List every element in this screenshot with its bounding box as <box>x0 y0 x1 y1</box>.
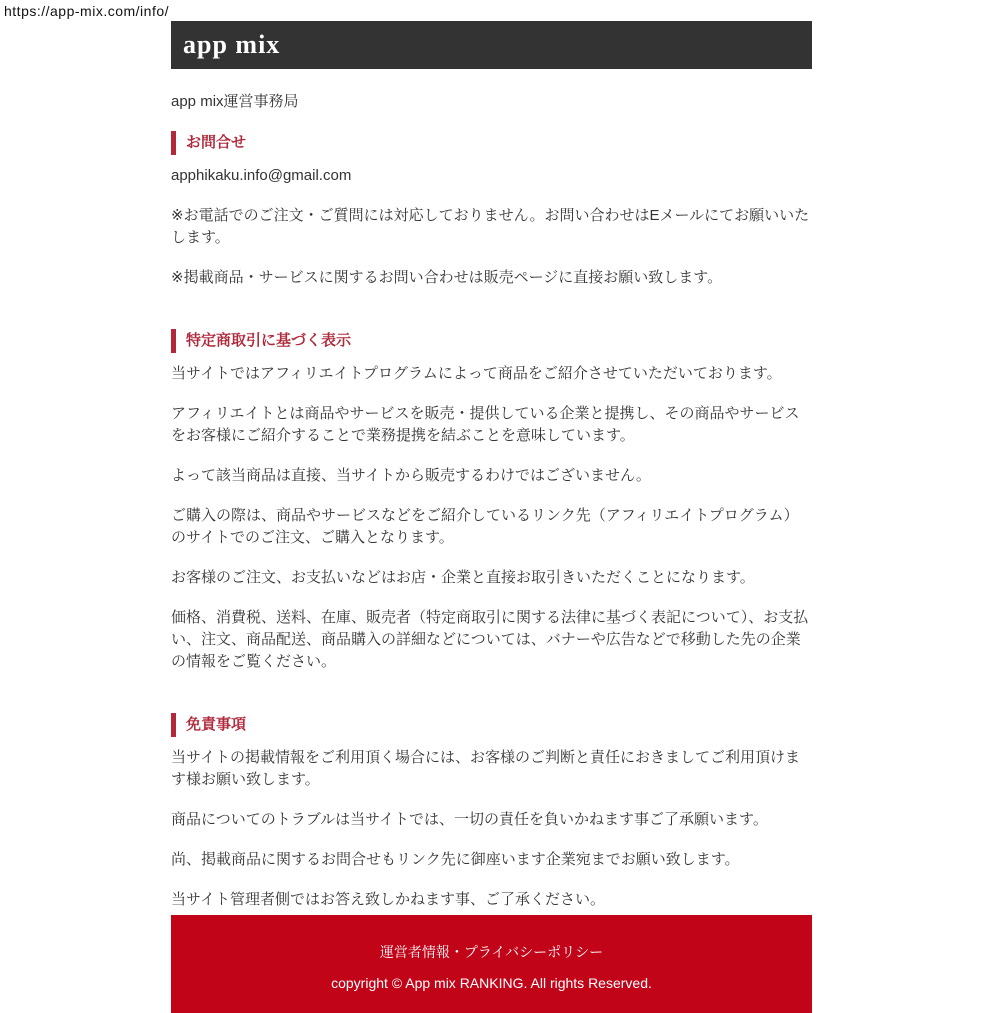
section-heading-label: お問合せ <box>186 134 247 151</box>
footer-copyright: copyright © App mix RANKING. All rights Reserved. <box>331 975 652 991</box>
page-footer <box>171 915 812 1013</box>
commerce-paragraph: ご購入の際は、商品やサービスなどをご紹介しているリンク先（アフィリエイトプログラム）のサイトでのご注文、ご購入となります。 <box>171 507 799 546</box>
heading-accent-bar <box>171 713 176 737</box>
heading-accent-bar <box>171 131 176 155</box>
commerce-paragraph: アフィリエイトとは商品やサービスを販売・提供している企業と提携し、その商品やサービスをお客様にご紹介することで業務提携を結ぶことを意味しています。 <box>171 405 800 444</box>
content-column <box>171 0 812 911</box>
commerce-paragraph: 当サイトではアフィリエイトプログラムによって商品をご紹介させていただいております。 <box>171 365 782 382</box>
disclaimer-paragraph: 商品についてのトラブルは当サイトでは、一切の責任を負いかねます事ご了承願います。 <box>171 811 768 828</box>
contact-email: apphikaku.info@gmail.com <box>171 167 352 184</box>
disclaimer-paragraph: 尚、掲載商品に関するお問合せもリンク先に御座います企業宛までお願い致します。 <box>171 851 740 868</box>
commerce-paragraph: お客様のご注文、お支払いなどはお店・企業と直接お取引きいただくことになります。 <box>171 569 755 586</box>
footer-privacy-link[interactable]: 運営者情報・プライバシーポリシー <box>379 944 604 960</box>
disclaimer-paragraph: 当サイトの掲載情報をご利用頂く場合には、お客様のご判断と責任におきましてご利用頂けます様お願い致します。 <box>171 749 800 788</box>
section-heading-commerce-law <box>171 329 812 353</box>
section-heading-label: 特定商取引に基づく表示 <box>186 332 352 349</box>
commerce-paragraph: 価格、消費税、送料、在庫、販売者（特定商取引に関する法律に基づく表記について）、お支払い、注文、商品配送、商品購入の詳細などについては、バナーや広告などで移動した先の企業の情報をご覧ください。 <box>171 609 809 670</box>
site-title[interactable]: app mix <box>183 30 281 59</box>
disclaimer-paragraph: 当サイト管理者側ではお答え致しかねます事、ご了承ください。 <box>171 891 605 908</box>
site-header <box>171 21 812 69</box>
commerce-paragraph: よって該当商品は直接、当サイトから販売するわけではございません。 <box>171 467 651 484</box>
operator-name: app mix運営事務局 <box>171 93 299 110</box>
contact-note: ※掲載商品・サービスに関するお問い合わせは販売ページに直接お願い致します。 <box>171 269 723 286</box>
section-heading-disclaimer <box>171 713 812 737</box>
section-heading-contact <box>171 131 812 155</box>
section-heading-label: 免責事項 <box>186 716 247 733</box>
contact-note: ※お電話でのご注文・ご質問には対応しておりません。お問い合わせはEメールにてお願いいたします。 <box>171 207 810 246</box>
page-url: https://app-mix.com/info/ <box>4 3 170 19</box>
heading-accent-bar <box>171 329 176 353</box>
